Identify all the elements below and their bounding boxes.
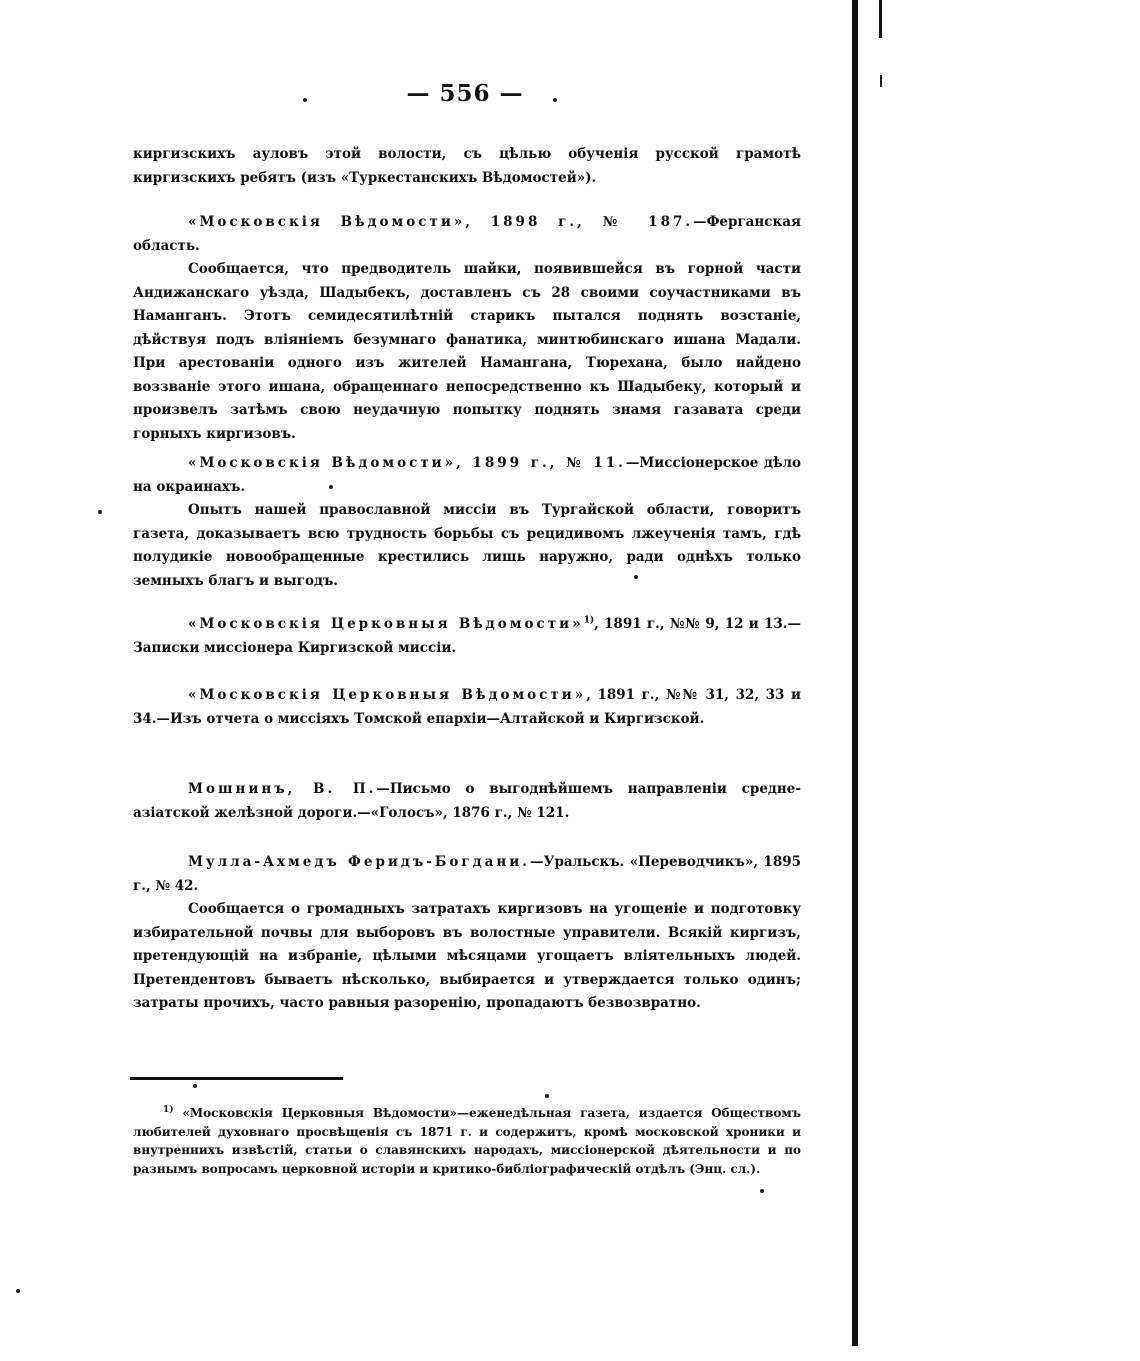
entry-moskovskiya-vedomosti-1899 xyxy=(133,452,801,593)
entry-topic: , 1891 г., №№ 31, 32, 33 и 34.—Изъ отчета о миссіяхъ Томской епархіи—Алтайской и Киргизской. xyxy=(133,687,801,727)
entry-topic: —Письмо о выгоднѣйшемъ направленіи средне-азіатской желѣзной дороги.—«Голосъ», 1876 г., № 121. xyxy=(133,781,801,821)
entry-heading xyxy=(133,452,801,499)
entry-source: «Московскія Вѣдомости», 1898 г., № 187. xyxy=(188,214,694,230)
scan-speck xyxy=(760,1189,764,1193)
footnote-divider xyxy=(130,1077,343,1080)
entry-heading xyxy=(133,778,801,825)
entry-text: Сообщается, что предводитель шайки, появившейся въ горной части Андижанскаго уѣзда, Шадыбекъ, доставленъ съ 28 своими соучастниками въ Наманганъ. Этотъ семидесятилѣтній старикъ пытался поднять возстаніе, дѣйствуя подъ вліяніемъ безумнаго фанатика, минтюбинскаго ишана Мадали. При арестованіи одного изъ жителей Намангана, Тюрехана, было найдено воззваніе этого ишана, обращеннаго непосредственно къ Шадыбеку, который и произвелъ затѣмъ свою неудачную попытку поднять знамя газавата среди горныхъ киргизовъ. xyxy=(133,261,801,442)
entry-heading xyxy=(133,613,801,660)
footnote-text xyxy=(133,1104,801,1178)
entry-text: Сообщается о громадныхъ затратахъ киргизовъ на угощеніе и подготовку избирательной почвы для выборовъ въ волостные управители. Всякій киргизъ, претендующій на избраніе, цѣлыми мѣсяцами угощаетъ вліятельныхъ людей. Претендентовъ бываетъ нѣсколько, выбирается и утверждается только одинъ; затраты прочихъ, часто равныя разоренію, пропадаютъ безвозвратно. xyxy=(133,901,801,1011)
entry-source: Мулла-Ахмедъ Феридъ-Богдани. xyxy=(188,854,531,870)
entry-tserkovnyya-vedomosti-31-34 xyxy=(133,684,801,731)
scan-speck xyxy=(98,510,102,514)
entry-text: киргизскихъ ауловъ этой волости, съ цѣлью обученія русской грамотѣ киргизскихъ ребятъ (изъ «Туркестанскихъ Вѣдомостей»). xyxy=(133,146,801,186)
scan-speck xyxy=(545,1094,549,1098)
entry-tserkovnyya-vedomosti-9-12-13 xyxy=(133,613,801,660)
entry-heading xyxy=(133,851,801,898)
entry-topic: —Миссіонерское дѣло на окраинахъ. xyxy=(133,455,801,495)
entry-text: Опытъ нашей православной миссіи въ Тургайской области, говоритъ газета, доказываетъ всю трудность борьбы съ рецидивомъ лжеученія тамъ, гдѣ полудикіе новообращенные крестились лишь наружно, ради однѣхъ только земныхъ благъ и выгодъ. xyxy=(133,502,801,589)
scan-speck xyxy=(303,98,307,102)
page-number: — 556 — xyxy=(406,80,524,107)
footnote-mark: 1) xyxy=(163,1105,174,1115)
footnote-body: «Московскія Церковныя Вѣдомости»—еженедѣльная газета, издается Обществомъ любителей духовнаго просвѣщенія съ 1871 г. и содержитъ, кромѣ московской хроники и внутреннихъ извѣстій, статьи о славянскихъ народахъ, миссіонерской дѣятельности и по разнымъ вопросамъ церковной исторіи и критико-библіографическій отдѣлъ (Энц. сл.). xyxy=(133,1106,801,1176)
entry-source: «Московскія Вѣдомости», 1899 г., № 11. xyxy=(188,455,626,471)
footnote-mark: 1) xyxy=(583,615,595,626)
entry-mulla-akhmed xyxy=(133,851,801,1016)
scan-edge-mark xyxy=(879,0,882,38)
entry-continuation xyxy=(133,143,801,190)
entry-topic: , 1891 г., №№ 9, 12 и 13.—Записки миссіонера Киргизской миссіи. xyxy=(133,616,801,656)
entry-topic: —Уральскъ. «Переводчикъ», 1895 г., № 42. xyxy=(133,854,801,894)
book-spine-edge xyxy=(852,0,858,1346)
scan-edge-mark xyxy=(880,75,882,87)
footnote xyxy=(133,1104,801,1178)
scan-speck xyxy=(193,1084,197,1088)
entry-heading xyxy=(133,684,801,731)
entry-source: Мошнинъ, В. П. xyxy=(188,781,377,797)
scan-speck xyxy=(553,98,557,102)
entry-moshnin xyxy=(133,778,801,825)
entry-topic: —Ферганская область. xyxy=(133,214,801,254)
scan-speck xyxy=(16,1289,20,1293)
entry-source: «Московскія Церковныя Вѣдомости» xyxy=(188,687,587,703)
entry-heading xyxy=(133,211,801,258)
entry-source: «Московскія Церковныя Вѣдомости» xyxy=(188,616,584,632)
entry-moskovskiya-vedomosti-1898 xyxy=(133,211,801,446)
